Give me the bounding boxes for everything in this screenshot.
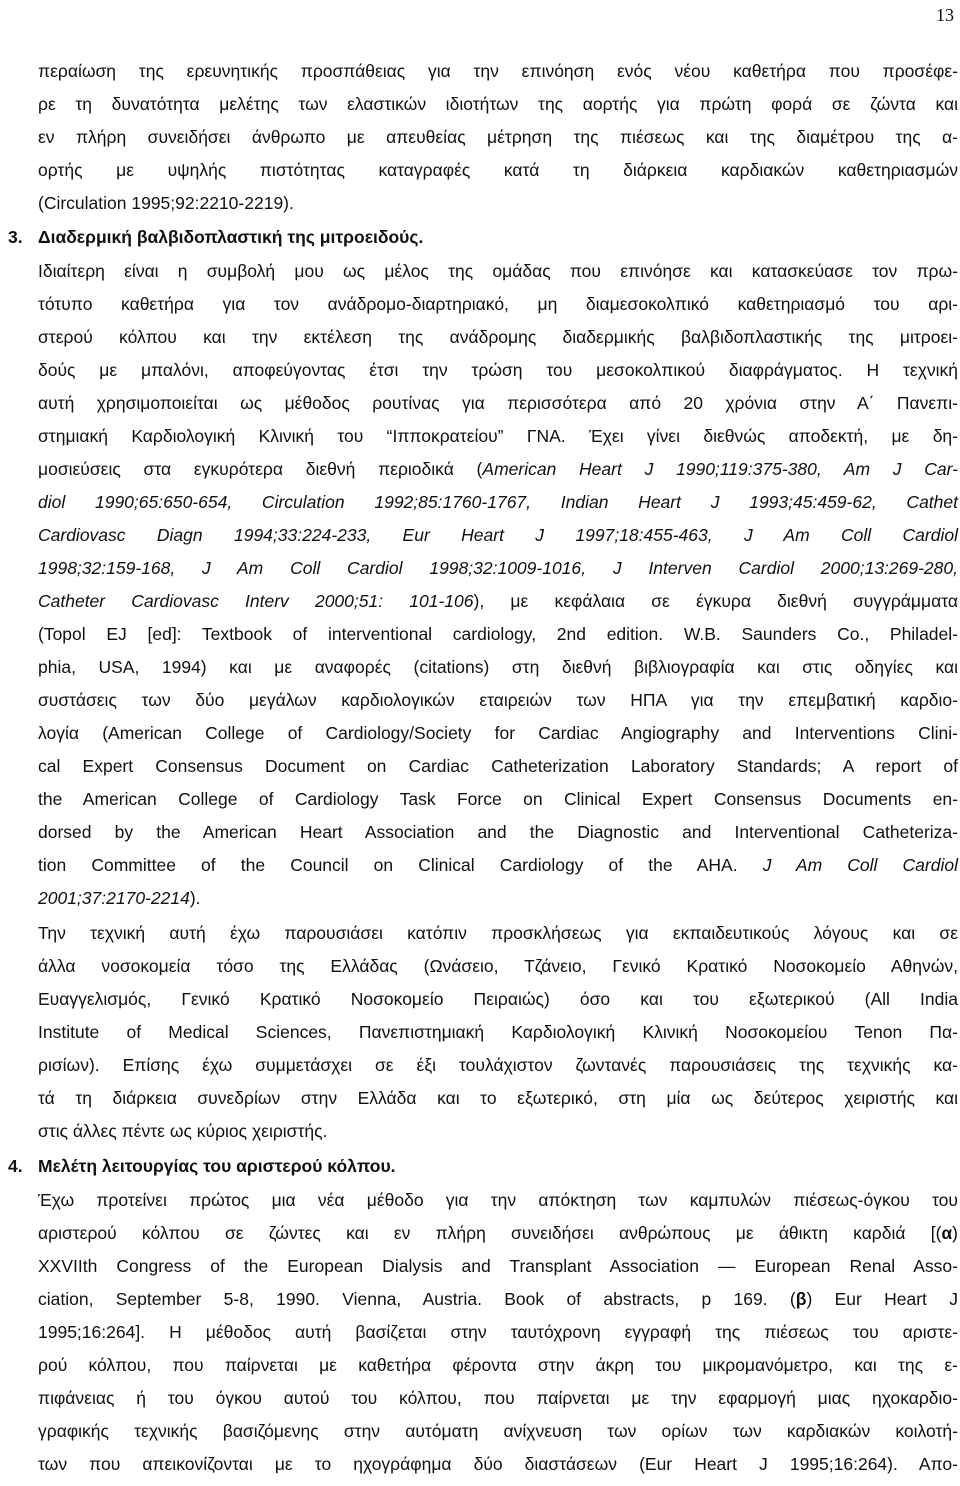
intro-line: (Circulation 1995;92:2210-2219).: [38, 193, 294, 213]
body-line: Institute of Medical Sciences, Πανεπιστημιακή Καρδιολογική Κλινική Νοσοκομείου Tenon Πα-: [38, 1022, 958, 1042]
body-text: μοσιεύσεις στα εγκυρότερα διεθνή περιοδικά (: [38, 459, 483, 479]
intro-line: ορτής με υψηλής πιστότητας καταγραφές κατά τη διάρκεια καρδιακών καθετηριασμών: [38, 160, 958, 180]
intro-line: ρε τη δυνατότητα μελέτης των ελαστικών ιδιοτήτων της αορτής για πρώτη φορά σε ζώντα και: [38, 94, 958, 114]
enumeration-marker: α: [941, 1223, 953, 1243]
body-line: [38, 458, 958, 480]
body-text: ) Eur Heart J: [806, 1289, 958, 1309]
body-line: Την τεχνική αυτή έχω παρουσιάσει κατόπιν προσκλήσεως για εκπαιδευτικούς λόγους και σε: [38, 923, 958, 943]
body-line: Ιδιαίτερη είναι η συμβολή μου ως μέλος της ομάδας που επινόησε και κατασκεύασε τον πρω-: [38, 261, 958, 281]
intro-line: περαίωση της ερευνητικής προσπάθειας για την επινόηση ενός νέου καθετήρα που προσέφε-: [38, 61, 958, 81]
section-3-title: Διαδερμική βαλβιδοπλαστική της μιτροειδούς.: [38, 227, 424, 247]
section-4-title: Μελέτη λειτουργίας του αριστερού κόλπου.: [38, 1156, 396, 1176]
body-line: [38, 491, 958, 513]
body-line: λογία (American College of Cardiology/Society for Cardiac Angiography and Interventions Clini-: [38, 723, 958, 743]
body-line: στημιακή Καρδιολογική Κλινική του “Ιπποκρατείου” ΓΝΑ. Έχει γίνει διεθνώς αποδεκτή, με δη-: [38, 426, 958, 446]
citation-text: 2001;37:2170-2214: [38, 888, 190, 908]
body-line: τότυπο καθετήρα για τον ανάδρομο-διαρτηριακό, μη διαμεσοκολπικό καθετηριασμό του αρι-: [38, 294, 958, 314]
body-line: [38, 557, 958, 579]
citation-text: American Heart J 1990;119:375-380, Am J Car-: [482, 459, 958, 479]
body-line: [38, 524, 958, 546]
body-text: ciation, September 5-8, 1990. Vienna, Austria. Book of abstracts, p 169. (: [38, 1289, 796, 1309]
body-text: αριστερού κόλπου σε ζώντες και εν πλήρη συνειδήσει ανθρώπους με άθικτη καρδιά [(: [38, 1223, 942, 1243]
body-line: τά τη διάρκεια συνεδρίων στην Ελλάδα και το εξωτερικό, στη μία ως δεύτερος χειριστής και: [38, 1088, 958, 1108]
body-line: [38, 1288, 958, 1310]
body-line: cal Expert Consensus Document on Cardiac Catheterization Laboratory Standards; A report of: [38, 756, 958, 776]
body-line: ρισίων). Επίσης έχω συμμετάσχει σε έξι τουλάχιστον ζωντανές παρουσιάσεις της τεχνικής κα-: [38, 1055, 958, 1075]
citation-text: diol 1990;65:650-654, Circulation 1992;85:1760-1767, Indian Heart J 1993;45:459-62, Cathet: [38, 492, 958, 512]
body-text: ), με κεφάλαια σε έγκυρα διεθνή συγγράμματα: [473, 591, 958, 611]
body-line: γραφικής τεχνικής βασιζόμενης στην αυτόματη ανίχνευση των ορίων των καρδιακών κοιλοτή-: [38, 1421, 958, 1441]
body-line: [38, 887, 958, 909]
enumeration-marker: β: [795, 1289, 807, 1309]
section-3-heading: [8, 226, 948, 248]
body-line: [38, 854, 958, 876]
section-3-number: 3.: [8, 227, 23, 247]
body-line: πιφάνειας ή του όγκου αυτού του κόλπου, που παίρνεται με την εφαρμογή μιας ηχοκαρδιο-: [38, 1388, 958, 1408]
body-text: ): [952, 1223, 958, 1243]
body-text: ).: [189, 888, 201, 908]
body-line: 1995;16:264]. Η μέθοδος αυτή βασίζεται στην ταυτόχρονη εγγραφή της πιέσεως του αριστε-: [38, 1322, 958, 1342]
body-line: XXVIIth Congress of the European Dialysis and Transplant Association — European Renal Asso-: [38, 1256, 958, 1276]
section-4-heading: [8, 1155, 948, 1177]
citation-text: J Am Coll Cardiol: [762, 855, 958, 875]
body-line: the American College of Cardiology Task Force on Clinical Expert Consensus Documents en-: [38, 789, 958, 809]
citation-text: Cardiovasc Diagn 1994;33:224-233, Eur Heart J 1997;18:455-463, J Am Coll Cardiol: [38, 525, 958, 545]
body-line: Ευαγγελισμός, Γενικό Κρατικό Νοσοκομείο Πειραιώς) όσο και του εξωτερικού (All India: [38, 989, 958, 1009]
intro-line: εν πλήρη συνειδήσει άνθρωπο με απευθείας μέτρηση της πιέσεως και της διαμέτρου της α-: [38, 127, 958, 147]
citation-text: 1998;32:159-168, J Am Coll Cardiol 1998;32:1009-1016, J Interven Cardiol 2000;13:269-280,: [38, 558, 958, 578]
body-line: [38, 590, 958, 612]
body-line: άλλα νοσοκομεία τόσο της Ελλάδας (Ωνάσειο, Τζάνειο, Γενικό Κρατικό Νοσοκομείο Αθηνών,: [38, 956, 958, 976]
body-line: [38, 1222, 958, 1244]
body-line: αυτή χρησιμοποιείται ως μέθοδος ρουτίνας για περισσότερα από 20 χρόνια στην Α΄ Πανεπι-: [38, 393, 958, 413]
section-4-number: 4.: [8, 1156, 23, 1176]
body-text: tion Committee of the Council on Clinical Cardiology of the AHA.: [38, 855, 763, 875]
page-number: 13: [936, 5, 954, 25]
body-line: στερού κόλπου και την εκτέλεση της ανάδρομης διαδερμικής βαλβιδοπλαστικής της μιτροει-: [38, 327, 958, 347]
body-line: συστάσεις των δύο μεγάλων καρδιολογικών εταιρειών των ΗΠΑ για την επεμβατική καρδιο-: [38, 690, 958, 710]
body-line: των που απεικονίζονται με το ηχογράφημα δύο διαστάσεων (Eur Heart J 1995;16:264). Απο-: [38, 1454, 958, 1474]
body-line: phia, USA, 1994) και με αναφορές (citations) στη διεθνή βιβλιογραφία και στις οδηγίες και: [38, 657, 958, 677]
body-line: (Topol EJ [ed]: Textbook of interventional cardiology, 2nd edition. W.B. Saunders Co., Philadel-: [38, 624, 958, 644]
body-line: dorsed by the American Heart Association and the Diagnostic and Interventional Catheteriza-: [38, 822, 958, 842]
body-line: δούς με μπαλόνι, αποφεύγοντας έτσι την τρώση του μεσοκολπικού διαφράγματος. Η τεχνική: [38, 360, 958, 380]
body-line: στις άλλες πέντε ως κύριος χειριστής.: [38, 1121, 328, 1141]
body-line: Έχω προτείνει πρώτος μια νέα μέθοδο για την απόκτηση των καμπυλών πιέσεως-όγκου του: [38, 1190, 958, 1210]
body-line: ρού κόλπου, που παίρνεται με καθετήρα φέροντα στην άκρη του μικρομανόμετρο, και της ε-: [38, 1355, 958, 1375]
citation-text: Catheter Cardiovasc Interv 2000;51: 101-106: [38, 591, 474, 611]
